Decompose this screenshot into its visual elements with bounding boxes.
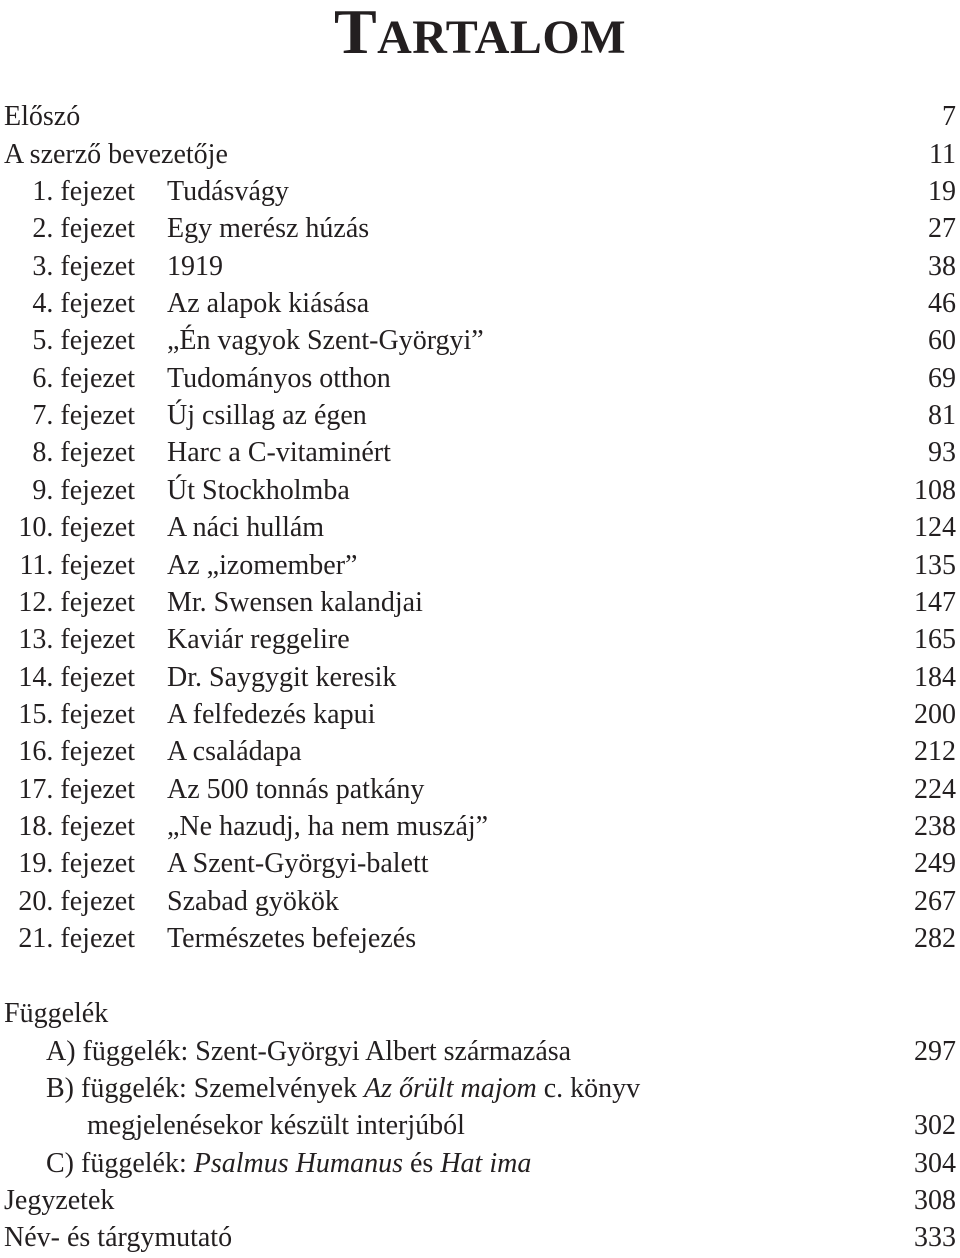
chapter-number: 11. fejezet (19, 550, 135, 581)
toc-row-appendix-a[interactable] (0, 1033, 960, 1070)
toc-page-number: 165 (914, 624, 956, 655)
chapter-number: 13. fejezet (18, 624, 135, 655)
chapter-title: Tudásvágy (167, 176, 289, 207)
toc-page-number: 27 (928, 213, 956, 244)
chapter-title: „Ne hazudj, ha nem muszáj” (167, 811, 489, 842)
toc-page-number: 212 (914, 736, 956, 767)
appendix-b-suffix: c. könyv (536, 1073, 641, 1104)
chapter-title: Az alapok kiásása (167, 288, 370, 319)
chapter-title: Kaviár reggelire (167, 624, 350, 655)
toc-entry-label (46, 1145, 531, 1182)
chapter-number: 8. fejezet (32, 437, 135, 468)
chapter-title: Út Stockholmba (167, 475, 350, 506)
toc-entry-label: Előszó (4, 101, 81, 132)
toc-row-chapter[interactable] (0, 621, 960, 658)
chapter-number: 17. fejezet (18, 774, 135, 805)
chapter-number: 12. fejezet (18, 587, 135, 618)
toc-row-chapter[interactable] (0, 248, 960, 285)
toc-row-index[interactable] (0, 1219, 960, 1256)
toc-entry-label: Név- és tárgymutató (4, 1222, 233, 1253)
toc-row-chapter[interactable] (0, 322, 960, 359)
toc-row-chapter[interactable] (0, 360, 960, 397)
chapter-title: Szabad gyökök (167, 886, 339, 917)
chapter-title: Új csillag az égen (167, 400, 367, 431)
chapter-title: 1919 (167, 251, 223, 282)
chapter-title: Mr. Swensen kalandjai (167, 587, 423, 618)
toc-row-chapter[interactable] (0, 547, 960, 584)
chapter-title: A felfedezés kapui (167, 699, 376, 730)
appendix-b-prefix: B) függelék: Szemelvények (46, 1073, 365, 1104)
toc-row-chapter[interactable] (0, 808, 960, 845)
page-title (0, 0, 960, 72)
toc-page-number: 308 (914, 1185, 956, 1216)
chapter-number: 16. fejezet (18, 736, 135, 767)
toc-row-author-introduction[interactable] (0, 136, 960, 173)
toc-page-number: 282 (914, 923, 956, 954)
chapter-title: Az „izomember” (167, 550, 358, 581)
toc-row-chapter[interactable] (0, 434, 960, 471)
toc-page-number: 200 (914, 699, 956, 730)
toc-row-notes[interactable] (0, 1182, 960, 1219)
chapter-number: 19. fejezet (18, 848, 135, 879)
toc-page-number: 81 (928, 400, 956, 431)
chapter-number: 3. fejezet (32, 251, 135, 282)
chapter-title: Az 500 tonnás patkány (167, 774, 425, 805)
toc-page-number: 249 (914, 848, 956, 879)
chapter-title: „Én vagyok Szent-Györgyi” (167, 325, 484, 356)
toc-row-chapter[interactable] (0, 771, 960, 808)
toc-entry-label: A szerző bevezetője (4, 139, 228, 170)
chapter-title: Dr. Saygygit keresik (167, 662, 397, 693)
toc-entry-label-continuation: megjelenésekor készült interjúból (87, 1110, 465, 1141)
page-title-rest: ARTALOM (377, 11, 627, 64)
chapter-number: 2. fejezet (32, 213, 135, 244)
chapter-number: 20. fejezet (18, 886, 135, 917)
chapter-number: 15. fejezet (18, 699, 135, 730)
chapter-number: 21. fejezet (18, 923, 135, 954)
chapter-number: 4. fejezet (32, 288, 135, 319)
toc-page-number: 297 (914, 1036, 956, 1067)
toc-page-number: 224 (914, 774, 956, 805)
chapter-number: 7. fejezet (32, 400, 135, 431)
toc-row-appendix-c[interactable] (0, 1145, 960, 1182)
toc-page-number: 147 (914, 587, 956, 618)
toc-row-appendix-b-continued[interactable] (0, 1107, 960, 1144)
toc-page-number: 135 (914, 550, 956, 581)
toc-page-number: 93 (928, 437, 956, 468)
toc-page-number: 11 (929, 139, 956, 170)
toc-page-number: 124 (914, 512, 956, 543)
toc-row-chapter[interactable] (0, 659, 960, 696)
appendix-heading: Függelék (4, 998, 109, 1029)
toc-entry-label (46, 1070, 640, 1107)
toc-row-chapter[interactable] (0, 173, 960, 210)
page-title-initial: T (333, 0, 378, 67)
toc-page-number: 46 (928, 288, 956, 319)
toc-page-number: 302 (914, 1110, 956, 1141)
chapter-number: 10. fejezet (18, 512, 135, 543)
toc-row-chapter[interactable] (0, 883, 960, 920)
toc-page-number: 184 (914, 662, 956, 693)
toc-page-number: 60 (928, 325, 956, 356)
toc-row-chapter[interactable] (0, 472, 960, 509)
chapter-title: A családapa (167, 736, 302, 767)
toc-entry-label: A) függelék: Szent-Györgyi Albert származása (46, 1036, 572, 1067)
toc-row-appendix-b[interactable] (0, 1070, 960, 1107)
toc-row-chapter[interactable] (0, 920, 960, 957)
chapter-title: A Szent-Györgyi-balett (167, 848, 429, 879)
chapter-number: 6. fejezet (32, 363, 135, 394)
toc-row-chapter[interactable] (0, 696, 960, 733)
appendix-c-work-title-1: Psalmus Humanus (193, 1148, 403, 1179)
toc-page-number: 38 (928, 251, 956, 282)
toc-entry-label: Jegyzetek (4, 1185, 115, 1216)
chapter-title: Tudományos otthon (167, 363, 391, 394)
chapter-number: 14. fejezet (18, 662, 135, 693)
toc-row-chapter[interactable] (0, 397, 960, 434)
chapter-title: Egy merész húzás (167, 213, 370, 244)
appendix-heading-row (0, 995, 960, 1032)
toc-row-chapter[interactable] (0, 733, 960, 770)
chapter-number: 18. fejezet (18, 811, 135, 842)
appendix-b-book-title: Az őrült majom (364, 1073, 537, 1104)
appendix-c-middle: és (402, 1148, 441, 1179)
toc-row-chapter[interactable] (0, 509, 960, 546)
appendix-c-work-title-2: Hat ima (440, 1148, 532, 1179)
toc-page-number: 238 (914, 811, 956, 842)
chapter-title: Természetes befejezés (167, 923, 417, 954)
toc-row-foreword[interactable] (0, 98, 960, 135)
toc-page-number: 19 (928, 176, 956, 207)
toc-page-number: 7 (942, 101, 956, 132)
chapter-number: 9. fejezet (32, 475, 135, 506)
toc-row-chapter[interactable] (0, 210, 960, 247)
toc-page-number: 304 (914, 1148, 956, 1179)
toc-page-number: 108 (914, 475, 956, 506)
toc-row-chapter[interactable] (0, 845, 960, 882)
chapter-title: A náci hullám (167, 512, 325, 543)
chapter-number: 1. fejezet (32, 176, 135, 207)
chapter-title: Harc a C-vitaminért (167, 437, 391, 468)
toc-row-chapter[interactable] (0, 584, 960, 621)
toc-page-number: 333 (914, 1222, 956, 1253)
toc-page-number: 267 (914, 886, 956, 917)
toc-page-number: 69 (928, 363, 956, 394)
chapter-number: 5. fejezet (32, 325, 135, 356)
toc-row-chapter[interactable] (0, 285, 960, 322)
appendix-c-prefix: C) függelék: (46, 1148, 194, 1179)
